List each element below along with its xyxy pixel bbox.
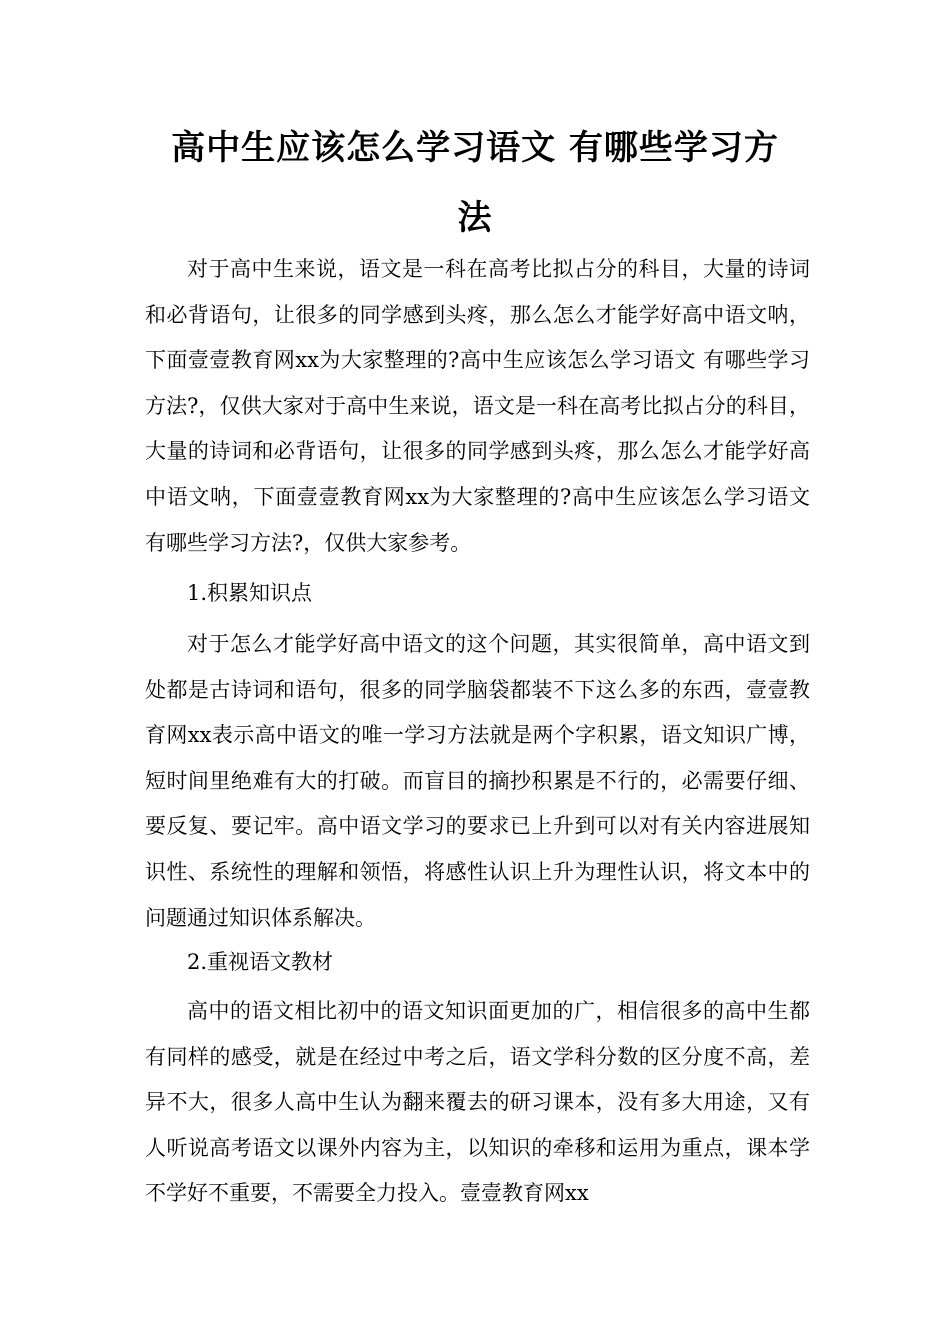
section-heading-1: [145, 571, 810, 617]
paragraph-text: 高中的语文相比初中的语文知识面更加的广，相信很多的高中生都有同样的感受，就是在经过中考之后，语文学科分数的区分度不高，差异不大，很多人高中生认为翻来覆去的研习课本，没有多大用途，又有人听说高考语文以课外内容为主，以知识的牵移和运用为重点，课本学不学好不重要，不需要全力投入。壹壹教育网xx: [145, 999, 810, 1206]
document-title-line1: 高中生应该怎么学习语文 有哪些学习方: [171, 128, 779, 168]
document-title-line2: 法: [457, 198, 493, 238]
paragraph-accumulate: [145, 622, 810, 941]
paragraph-intro: [145, 247, 810, 566]
paragraph-text: 对于怎么才能学好高中语文的这个问题，其实很简单，高中语文到处都是古诗词和语句，很多的同学脑袋都装不下这么多的东西，壹壹教育网xx表示高中语文的唯一学习方法就是两个字积累，语文知识广博，短时间里绝难有大的打破。而盲目的摘抄积累是不行的，必需要仔细、要反复、要记牢。高中语文学习的要求已上升到可以对有关内容进展知识性、系统性的理解和领悟，将感性认识上升为理性认识，将文本中的问题通过知识体系解决。: [145, 632, 810, 930]
section-heading-text: 2.重视语文教材: [187, 950, 334, 974]
section-heading-text: 1.积累知识点: [187, 581, 313, 605]
paragraph-textbook: [145, 989, 810, 1217]
paragraph-text: 对于高中生来说，语文是一科在高考比拟占分的科目，大量的诗词和必背语句，让很多的同学感到头疼，那么怎么才能学好高中语文呐，下面壹壹教育网xx为大家整理的?高中生应该怎么学习语文 有哪些学习方法?，仅供大家对于高中生来说，语文是一科在高考比拟占分的科目，大量的诗词和必背语句，让很多的同学感到头疼，那么怎么才能学好高中语文呐，下面壹壹教育网xx为大家整理的?高中生应该怎么学习语文 有哪些学习方法?，仅供大家参考。: [145, 257, 810, 555]
section-heading-2: [145, 940, 810, 986]
